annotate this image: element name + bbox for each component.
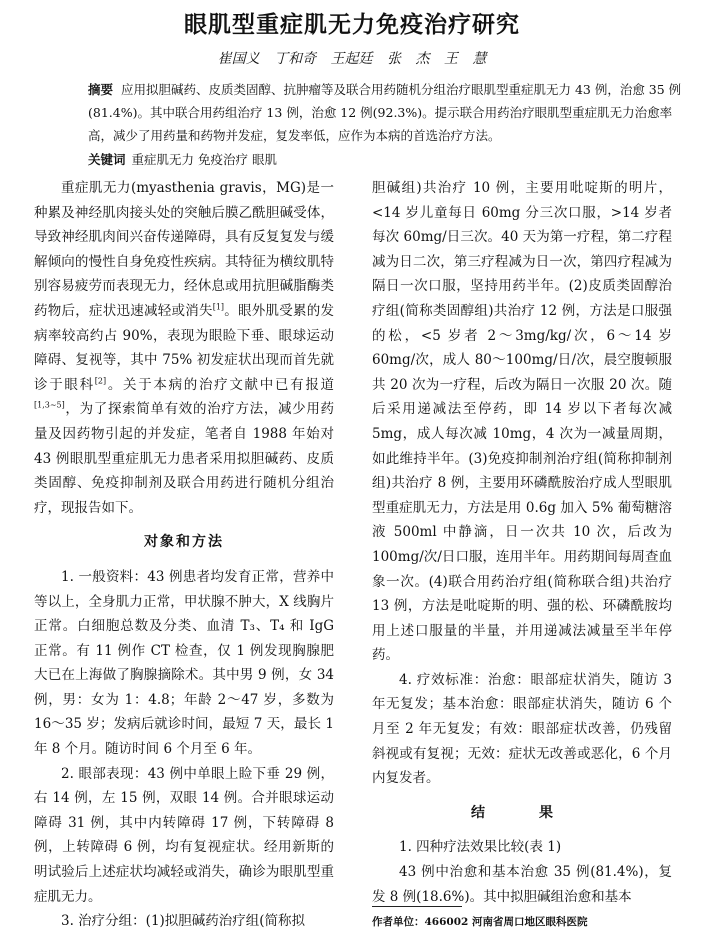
citation-3: [1,3~5] bbox=[34, 400, 65, 410]
results-item-1: 1. 四种疗法效果比较(表 1) bbox=[399, 839, 562, 856]
treatment-groups-paragraph-cont: 胆碱组)共治疗 10 例，主要用吡啶斯的明片，<14 岁儿童每日 60mg 分三次口服，>14 岁者每次 60mg/日三次。40 天为第一疗程，第二疗程减为日二次，第三疗程减为日一次，第四疗程减为隔日一次口服，坚持用药半年。(2)皮质类固醇治疗组(简称类固醇组)共治疗 12 例，方法是口服强的松，<5 岁者 2～3mg/kg/次，6～14 岁 60mg/次，成人 80～100mg/日/次，晨空腹顿服共 20 次为一疗程，后改为隔日一次服 20 次。随后采用递减法至停药，即 14 岁以下者每次减 5mg，成人每次减 10mg，4 次为一减量周期，如此维持半年。(3)免疫抑制剂治疗组(简称抑制剂组)共治疗 8 例，主要用环磷酰胺治疗成人型眼肌型重症肌无力，方法是用 0.6g 加入 5% 葡萄糖溶液 500ml 中静滴，日一次共 10 次，后改为 100mg/次/日口服，连用半年。用药期间每周查血象一次。(4)联合用药治疗组(简称联合组)共治疗 13 例，方法是吡啶斯的明、强的松、环磷酰胺均用上述口服量的半量，并用递减法减量至半年停药。 bbox=[372, 180, 672, 664]
keywords-text: 重症肌无力 免疫治疗 眼肌 bbox=[131, 152, 277, 167]
intro-paragraph bbox=[34, 176, 334, 520]
abstract bbox=[88, 78, 686, 147]
results-paragraph: 43 例中治愈和基本治愈 35 例(81.4%)，复发 8 例(18.6%)。其中拟胆碱组治愈和基本 bbox=[372, 864, 672, 905]
keywords-label: 关键词 bbox=[88, 152, 126, 167]
footnote-rule bbox=[372, 906, 462, 907]
left-column bbox=[34, 176, 334, 934]
citation-2: [2] bbox=[94, 376, 107, 386]
paper-title: 眼肌型重症肌无力免疫治疗研究 bbox=[184, 11, 520, 38]
intro-text-2: 。眼外肌受累的发病率较高约占 90%，表现为眼睑下垂、眼球运动障碍、复视等，其中 75% 初发症状出现而首先就诊于眼科 bbox=[34, 302, 335, 393]
treatment-groups-paragraph-start: 3. 治疗分组：(1)拟胆碱药治疗组(简称拟 bbox=[61, 913, 306, 930]
efficacy-criteria-paragraph: 4. 疗效标准：治愈：眼部症状消失，随访 3 年无复发；基本治愈：眼部症状消失，随访 6 个月至 2 年无复发；有效：眼部症状改善，仍残留斜视或有复视；无效：症状无改善或恶化，6 个月内复发者。 bbox=[372, 671, 672, 787]
eye-findings-paragraph: 2. 眼部表现：43 例中单眼上睑下垂 29 例，右 14 例，左 15 例，双眼 14 例。合并眼球运动障碍 31 例，其中内转障碍 17 例，下转障碍 8 例，上转障碍 6 例，均有复视症状。经用新斯的明试验后上述症状均减轻或消失，确诊为眼肌型重症肌无力。 bbox=[34, 765, 334, 905]
section-heading-results: 结 果 bbox=[471, 804, 573, 821]
intro-text-1: 重症肌无力(myasthenia gravis，MG)是一种累及神经肌肉接头处的突触后膜乙酰胆碱受体，导致神经肌肉间兴奋传递障碍，具有反复复发与缓解倾向的慢性自身免疫性疾病。其特征为横纹肌特别容易疲劳而表现无力，经休息或用抗胆碱脂酶类药物后，症状迅速减轻或消失 bbox=[34, 180, 334, 319]
right-column bbox=[372, 176, 672, 909]
citation-1: [1] bbox=[212, 302, 225, 312]
general-data-paragraph: 1. 一般资料：43 例患者均发育正常，营养中等以上，全身肌力正常，甲状腺不肿大，X 线胸片正常。白细胞总数及分类、血清 T₃、T₄ 和 IgG 正常。有 11 例作 CT 检查，仅 1 例发现胸腺肥大已在上海做了胸腺摘除术。其中男 9 例，女 34 例，男：女为 1：4.8；年龄 2～47 岁，多数为 16～35 岁；发病后就诊时间，最短 7 天，最长 1 年 8 个月。随访时间 6 个月至 6 年。 bbox=[34, 568, 334, 758]
section-heading-methods: 对象和方法 bbox=[144, 534, 224, 551]
abstract-text: 应用拟胆碱药、皮质类固醇、抗肿瘤等及联合用药随机分组治疗眼肌型重症肌无力 43 例，治愈 35 例(81.4%)。其中联合用药组治疗 13 例，治愈 12 例(92.3%)。提示联合用药治疗眼肌型重症肌无力治愈率高，减少了用药量和药物并发症，复发率低，应作为本病的首选治疗方法。 bbox=[88, 82, 682, 143]
author-affiliation-footnote: 作者单位：466002 河南省周口地区眼科医院 bbox=[372, 916, 588, 928]
intro-text-4: ，为了探索简单有效的治疗方法，减少用药量及因药物引起的并发症，笔者自 1988 年始对 43 例眼肌型重症肌无力患者采用拟胆碱药、皮质类固醇、免疫抑制剂及联合用药进行随机分组治疗，现报告如下。 bbox=[34, 401, 334, 516]
keywords bbox=[88, 150, 686, 170]
intro-text-3: 。关于本病的治疗文献中已有报道 bbox=[106, 376, 335, 393]
author-list: 崔国义 丁和奇 王起廷 张 杰 王 慧 bbox=[217, 51, 487, 67]
abstract-label: 摘要 bbox=[88, 82, 114, 97]
